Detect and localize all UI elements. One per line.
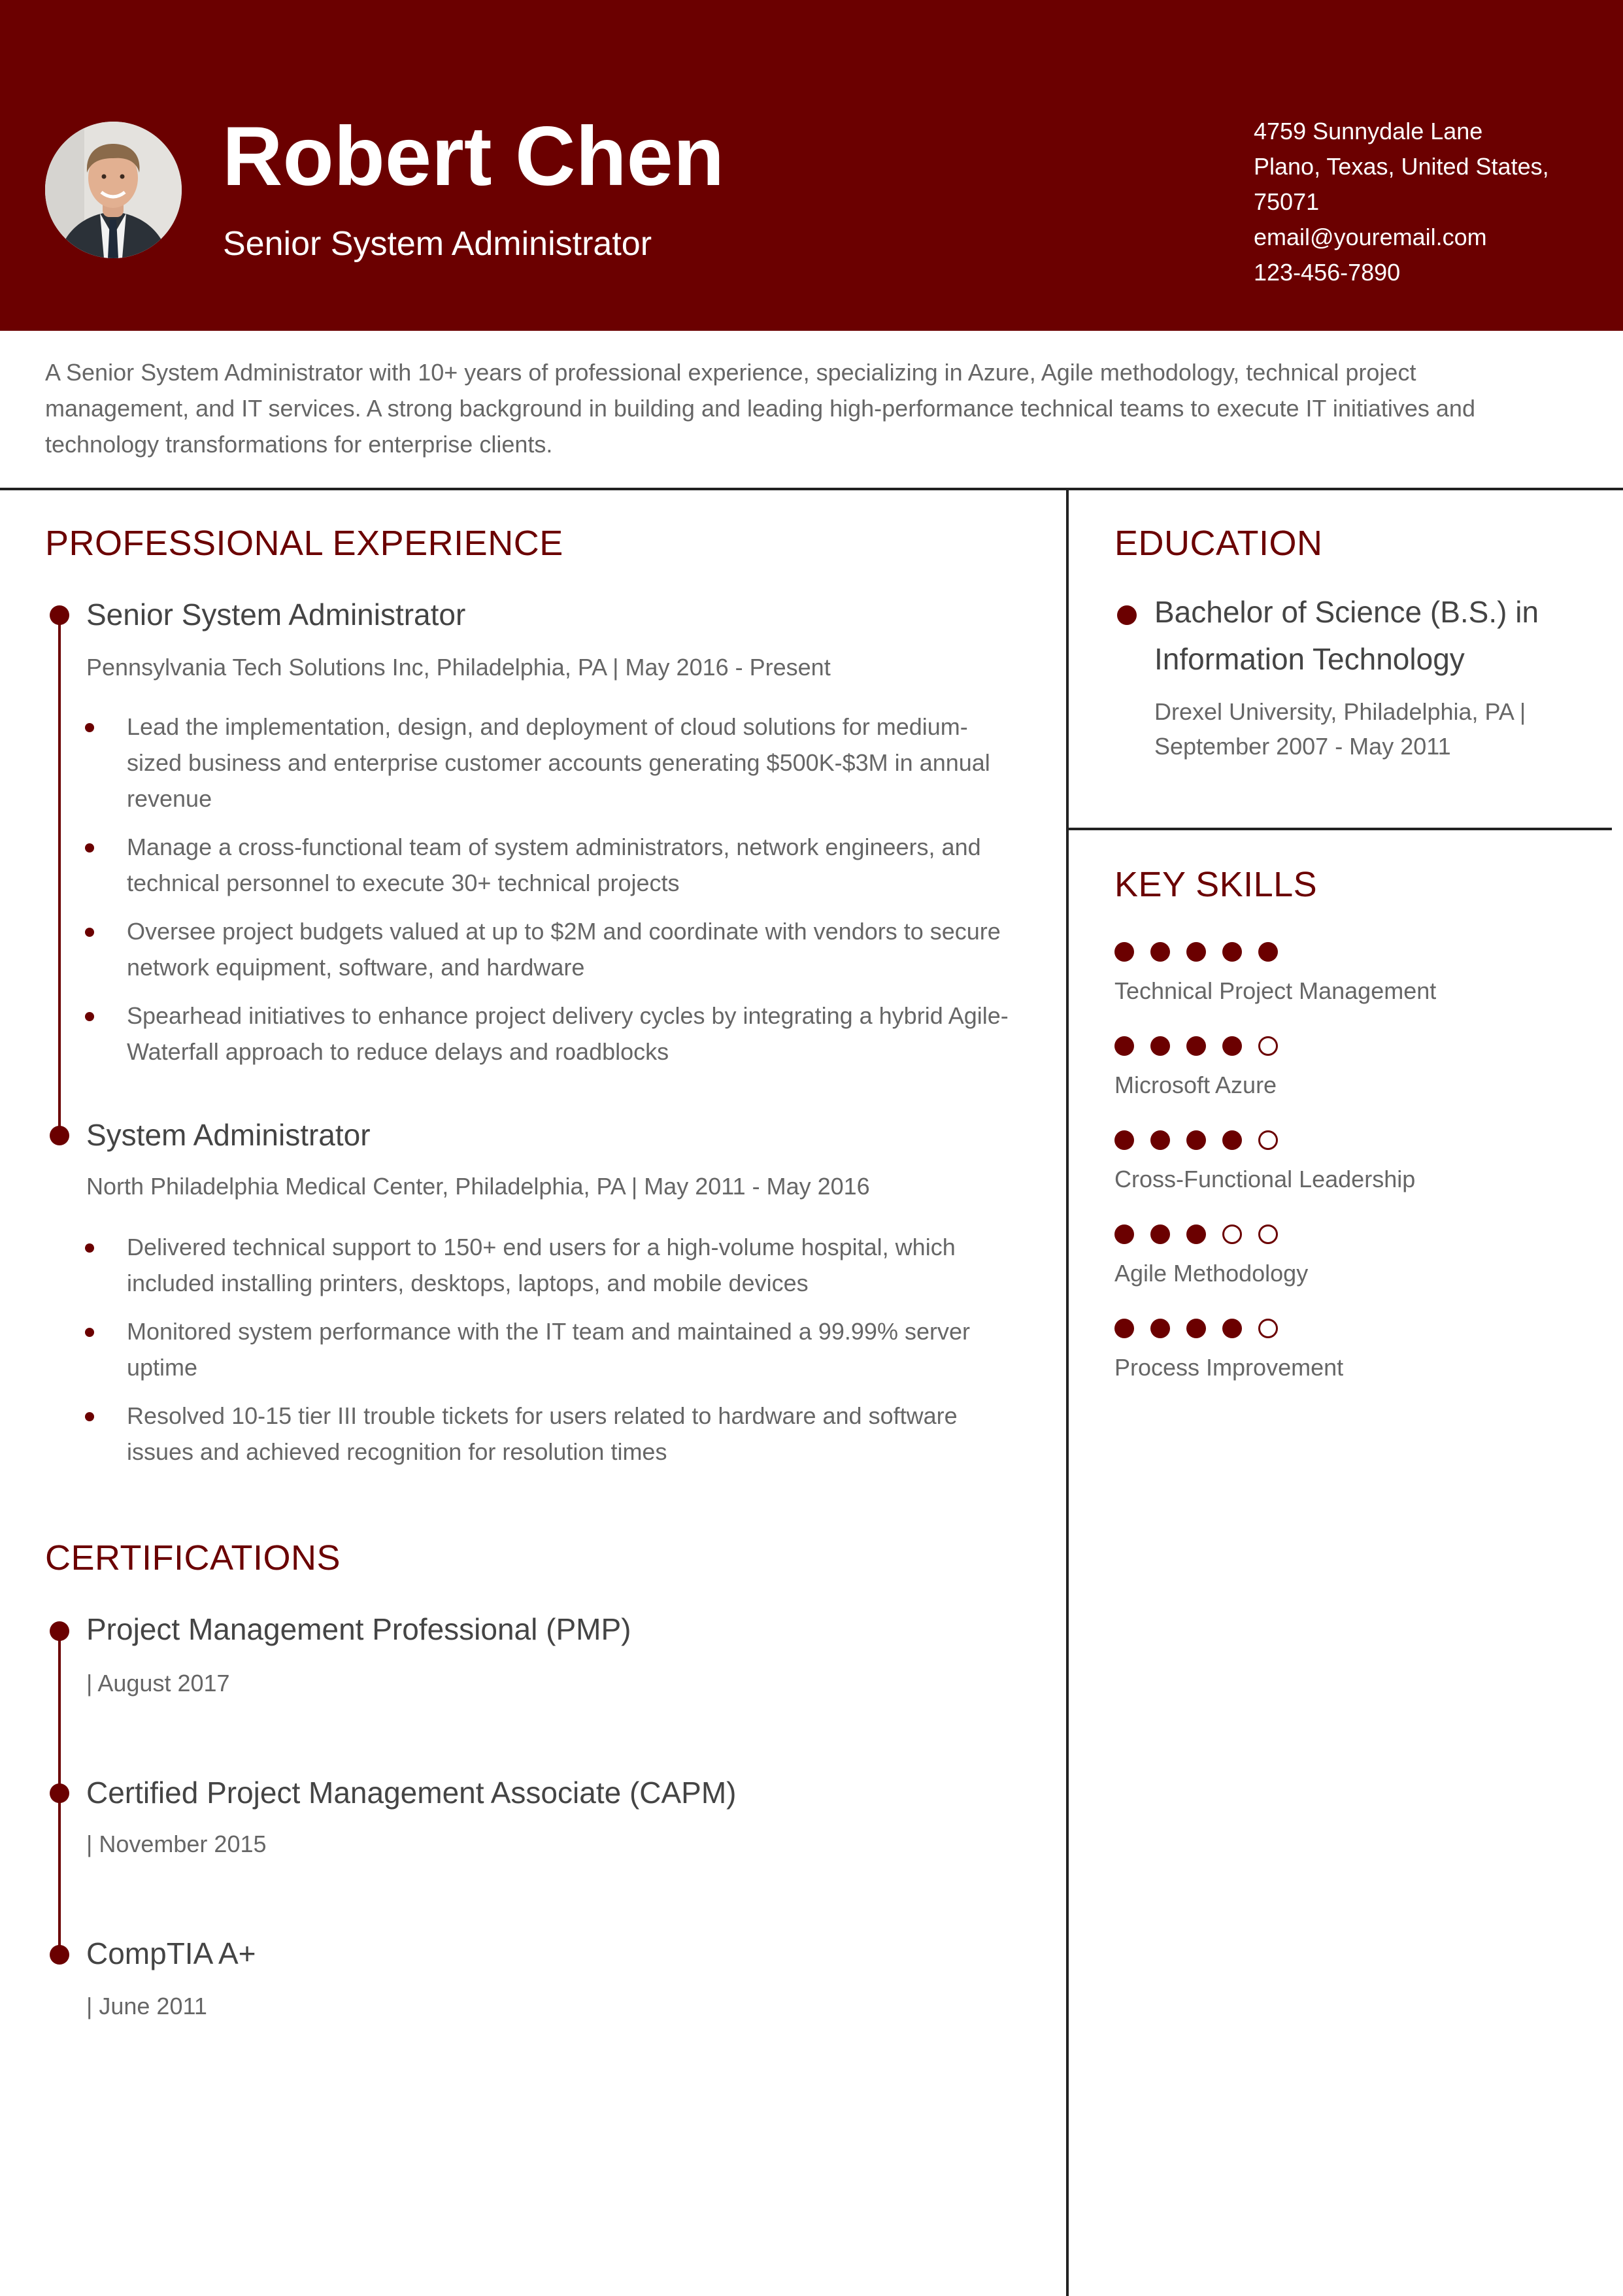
list-item: Lead the implementation, design, and deployment of cloud solutions for medium-sized business and enterprise customer accounts generating $500K-$3M in annual revenue	[127, 709, 1016, 817]
rating-dot-empty	[1258, 1224, 1278, 1244]
rating-dot-filled	[1150, 1036, 1170, 1056]
education-school: Drexel University, Philadelphia, PA | September 2007 - May 2011	[1154, 698, 1526, 760]
list-item: Delivered technical support to 150+ end users for a high-volume hospital, which included installing printers, desktops, laptops, and mobile devices	[127, 1229, 1016, 1301]
rating-dot-filled	[1222, 1130, 1242, 1150]
rating-dot-filled	[1222, 942, 1242, 962]
section-title-education: EDUCATION	[1114, 524, 1323, 563]
timeline-dot	[50, 1126, 69, 1145]
rating-dot-filled	[1150, 942, 1170, 962]
avatar	[45, 122, 182, 258]
rating-dot-filled	[1186, 1036, 1206, 1056]
rating-dot-filled	[1150, 1130, 1170, 1150]
cert-date: | June 2011	[86, 1993, 207, 2019]
email-text: email@youremail.com	[1254, 224, 1487, 250]
skill-rating	[1114, 1319, 1294, 1338]
address-line: Plano, Texas, United States,	[1254, 153, 1549, 180]
rating-dot-filled	[1186, 1319, 1206, 1338]
header-banner	[0, 0, 1623, 331]
rating-dot-filled	[1222, 1319, 1242, 1338]
rating-dot-filled	[1150, 1319, 1170, 1338]
cert-name: Project Management Professional (PMP)	[86, 1612, 631, 1646]
skill-rating	[1114, 942, 1294, 962]
rating-dot-filled	[1150, 1224, 1170, 1244]
phone-text: 123-456-7890	[1254, 259, 1401, 286]
list-item: Monitored system performance with the IT team and maintained a 99.99% server uptime	[127, 1313, 1016, 1385]
skill-name: Technical Project Management	[1114, 977, 1437, 1004]
job-meta: North Philadelphia Medical Center, Philadelphia, PA | May 2011 - May 2016	[86, 1173, 870, 1200]
rating-dot-empty	[1258, 1130, 1278, 1150]
job-title: System Administrator	[86, 1118, 371, 1152]
rating-dot-filled	[1186, 942, 1206, 962]
job-meta: Pennsylvania Tech Solutions Inc, Philadelphia, PA | May 2016 - Present	[86, 654, 831, 681]
job-bullets	[127, 1229, 1016, 1482]
rating-dot-filled	[1186, 1130, 1206, 1150]
skill-name: Agile Methodology	[1114, 1260, 1309, 1287]
profile-photo-icon	[45, 122, 182, 258]
section-title-certifications: CERTIFICATIONS	[45, 1538, 341, 1578]
rating-dot-filled	[1186, 1224, 1206, 1244]
skill-rating	[1114, 1130, 1294, 1150]
cert-name: CompTIA A+	[86, 1936, 256, 1970]
timeline-dot	[50, 1621, 69, 1641]
skill-rating	[1114, 1036, 1294, 1056]
list-item: Manage a cross-functional team of system administrators, network engineers, and technical personnel to execute 30+ technical projects	[127, 829, 1016, 901]
rating-dot-filled	[1114, 1036, 1134, 1056]
timeline-dot	[50, 1783, 69, 1803]
bullet-dot	[1117, 605, 1137, 625]
rating-dot-empty	[1258, 1036, 1278, 1056]
rating-dot-filled	[1114, 1130, 1134, 1150]
divider	[0, 488, 1623, 490]
timeline-line	[58, 615, 61, 1135]
timeline-dot	[50, 605, 69, 625]
rating-dot-filled	[1114, 1224, 1134, 1244]
candidate-name: Robert Chen	[222, 110, 724, 203]
section-title-skills: KEY SKILLS	[1114, 865, 1318, 904]
cert-name: Certified Project Management Associate (CAPM)	[86, 1776, 737, 1810]
address-line: 75071	[1254, 188, 1320, 215]
candidate-role: Senior System Administrator	[223, 225, 652, 263]
rating-dot-filled	[1114, 942, 1134, 962]
rating-dot-empty	[1258, 1319, 1278, 1338]
divider	[1066, 828, 1612, 830]
rating-dot-filled	[1222, 1036, 1242, 1056]
skill-name: Process Improvement	[1114, 1354, 1344, 1381]
skill-rating	[1114, 1224, 1294, 1244]
contact-block	[1254, 114, 1594, 290]
address-line: 4759 Sunnydale Lane	[1254, 118, 1483, 144]
profile-summary: A Senior System Administrator with 10+ years of professional experience, specializing in Azure, Agile methodology, technical project management, and IT services. A strong background in building and leading high-performance technical teams to execute IT initiatives and technology transformations for enterprise clients.	[45, 359, 1475, 458]
list-item: Oversee project budgets valued at up to $2M and coordinate with vendors to secure network equipment, software, and hardware	[127, 913, 1016, 985]
education-degree: Bachelor of Science (B.S.) in Information Technology	[1154, 595, 1539, 676]
cert-date: | August 2017	[86, 1670, 230, 1697]
timeline-dot	[50, 1945, 69, 1965]
rating-dot-empty	[1222, 1224, 1242, 1244]
rating-dot-filled	[1258, 942, 1278, 962]
job-title: Senior System Administrator	[86, 598, 466, 632]
cert-date: | November 2015	[86, 1831, 267, 1857]
skill-name: Cross-Functional Leadership	[1114, 1166, 1416, 1192]
column-divider	[1066, 488, 1069, 2296]
job-bullets	[127, 709, 1016, 1082]
list-item: Resolved 10-15 tier III trouble tickets for users related to hardware and software issues and achieved recognition for resolution times	[127, 1398, 1016, 1470]
list-item: Spearhead initiatives to enhance project delivery cycles by integrating a hybrid Agile-Waterfall approach to reduce delays and roadblocks	[127, 998, 1016, 1070]
section-title-experience: PROFESSIONAL EXPERIENCE	[45, 524, 563, 563]
rating-dot-filled	[1114, 1319, 1134, 1338]
skill-name: Microsoft Azure	[1114, 1072, 1277, 1098]
